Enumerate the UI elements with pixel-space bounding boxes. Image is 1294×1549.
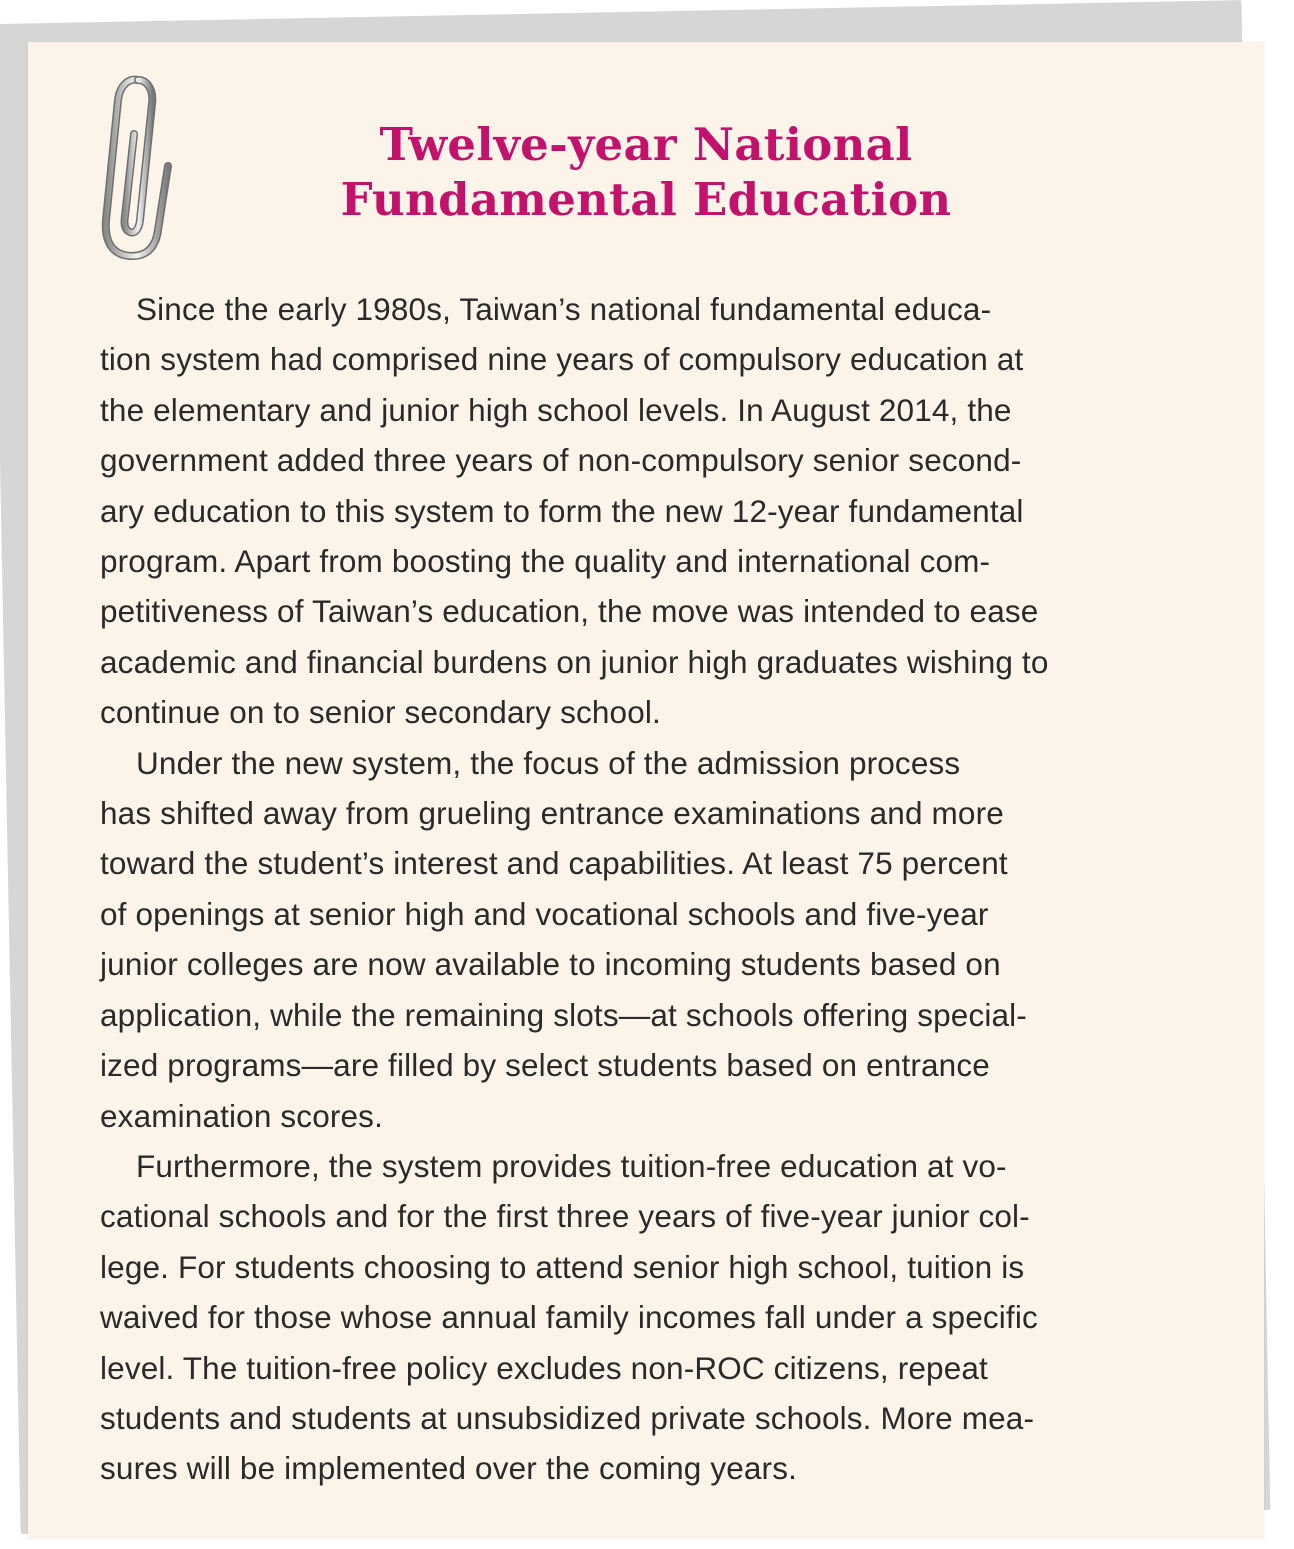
text-line: academic and financial burdens on junior high graduates wishing to	[100, 643, 1049, 680]
text-line: application, while the remaining slots—at schools offering special-	[100, 996, 1027, 1033]
text-line: continue on to senior secondary school.	[100, 694, 661, 731]
text-line: cational schools and for the first three years of five-year junior col-	[100, 1198, 1030, 1235]
text-line: ary education to this system to form the new 12-year fundamental	[100, 492, 1024, 529]
text-line: of openings at senior high and vocational schools and five-year	[100, 895, 989, 932]
text-line: program. Apart from boosting the quality and international com-	[100, 543, 991, 580]
text-line: government added three years of non-compulsory senior second-	[100, 442, 1022, 479]
paragraph-2	[100, 738, 1190, 1141]
text-line: students and students at unsubsidized private schools. More mea-	[100, 1399, 1035, 1436]
text-line: Since the early 1980s, Taiwan’s national fundamental educa-	[136, 291, 992, 327]
paragraph-3	[100, 1141, 1190, 1494]
text-line: examination scores.	[100, 1097, 383, 1134]
text-line: petitiveness of Taiwan’s education, the move was intended to ease	[100, 593, 1039, 630]
text-line: ized programs—are filled by select students based on entrance	[100, 1047, 990, 1084]
article-body	[100, 284, 1190, 1494]
title-line-2: Fundamental Education	[340, 172, 952, 226]
text-line: waived for those whose annual family incomes fall under a specific	[100, 1299, 1038, 1336]
note-card	[28, 42, 1264, 1539]
text-line: level. The tuition-free policy excludes non-ROC citizens, repeat	[100, 1349, 988, 1386]
text-line: Furthermore, the system provides tuition-free education at vo-	[136, 1147, 1007, 1184]
text-line: the elementary and junior high school levels. In August 2014, the	[100, 391, 1012, 428]
text-line: lege. For students choosing to attend senior high school, tuition is	[100, 1248, 1025, 1285]
paragraph-1	[100, 284, 1190, 738]
title-line-1: Twelve-year National	[379, 118, 913, 171]
text-line: tion system had comprised nine years of compulsory education at	[100, 341, 1024, 378]
article-title	[28, 118, 1264, 228]
text-line: junior colleges are now available to incoming students based on	[100, 946, 1001, 983]
text-line: Under the new system, the focus of the admission process	[136, 744, 961, 781]
text-line: sures will be implemented over the coming years.	[100, 1450, 798, 1487]
text-line: has shifted away from grueling entrance examinations and more	[100, 795, 1004, 832]
text-line: toward the student’s interest and capabilities. At least 75 percent	[100, 845, 1008, 882]
